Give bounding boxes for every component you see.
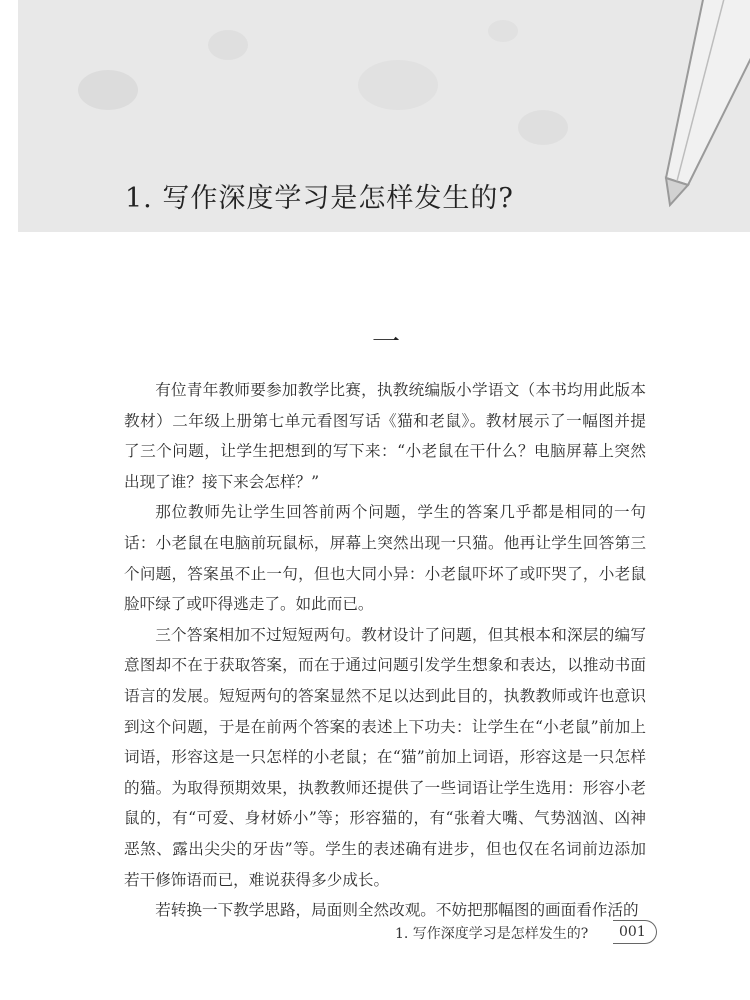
decorative-splash [358,60,438,110]
running-title: 1. 写作深度学习是怎样发生的? [395,926,589,942]
paragraph: 有位青年教师要参加教学比赛，执教统编版小学语文（本书均用此版本教材）二年级上册第七单元看图写话《猫和老鼠》。教材展示了一幅图并提了三个问题，让学生把想到的写下来：“小老鼠在干什么？电脑屏幕上突然出现了谁？接下来会怎样？” [124,381,646,491]
decorative-splash [78,70,138,110]
decorative-splash [208,30,248,60]
chapter-title: 1. 写作深度学习是怎样发生的? [125,183,514,214]
paragraph: 若转换一下教学思路，局面则全然改观。不妨把那幅图的画面看作活的 [155,901,639,920]
body-text [124,375,646,926]
decorative-splash [488,20,518,42]
paragraph: 那位教师先让学生回答前两个问题，学生的答案几乎都是相同的一句话：小老鼠在电脑前玩鼠标，屏幕上突然出现一只猫。他再让学生回答第三个问题，答案虽不止一句，但也大同小异：小老鼠吓坏了或吓哭了，小老鼠脸吓绿了或吓得逃走了。如此而已。 [124,503,646,614]
decorative-splash [518,110,568,145]
page-number: 001 [613,920,657,944]
paragraph: 三个答案相加不过短短两句。教材设计了问题，但其根本和深层的编写意图却不在于获取答案，而在于通过问题引发学生想象和表达，以推动书面语言的发展。短短两句的答案显然不足以达到此目的，执教教师或许也意识到这个问题，于是在前两个答案的表述上下功夫：让学生在“小老鼠”前加上词语，形容这是一只怎样的小老鼠；在“猫”前加上词语，形容这是一只怎样的猫。为取得预期效果，执教教师还提供了一些词语让学生选用：形容小老鼠的，有“可爱、身材娇小”等；形容猫的，有“张着大嘴、气势汹汹、凶神恶煞、露出尖尖的牙齿”等。学生的表述确有进步，但也仅在名词前边添加若干修饰语而已，难说获得多少成长。 [124,625,646,889]
section-number: 一 [372,325,401,358]
pencil-icon [610,0,750,232]
page-footer [395,920,655,944]
